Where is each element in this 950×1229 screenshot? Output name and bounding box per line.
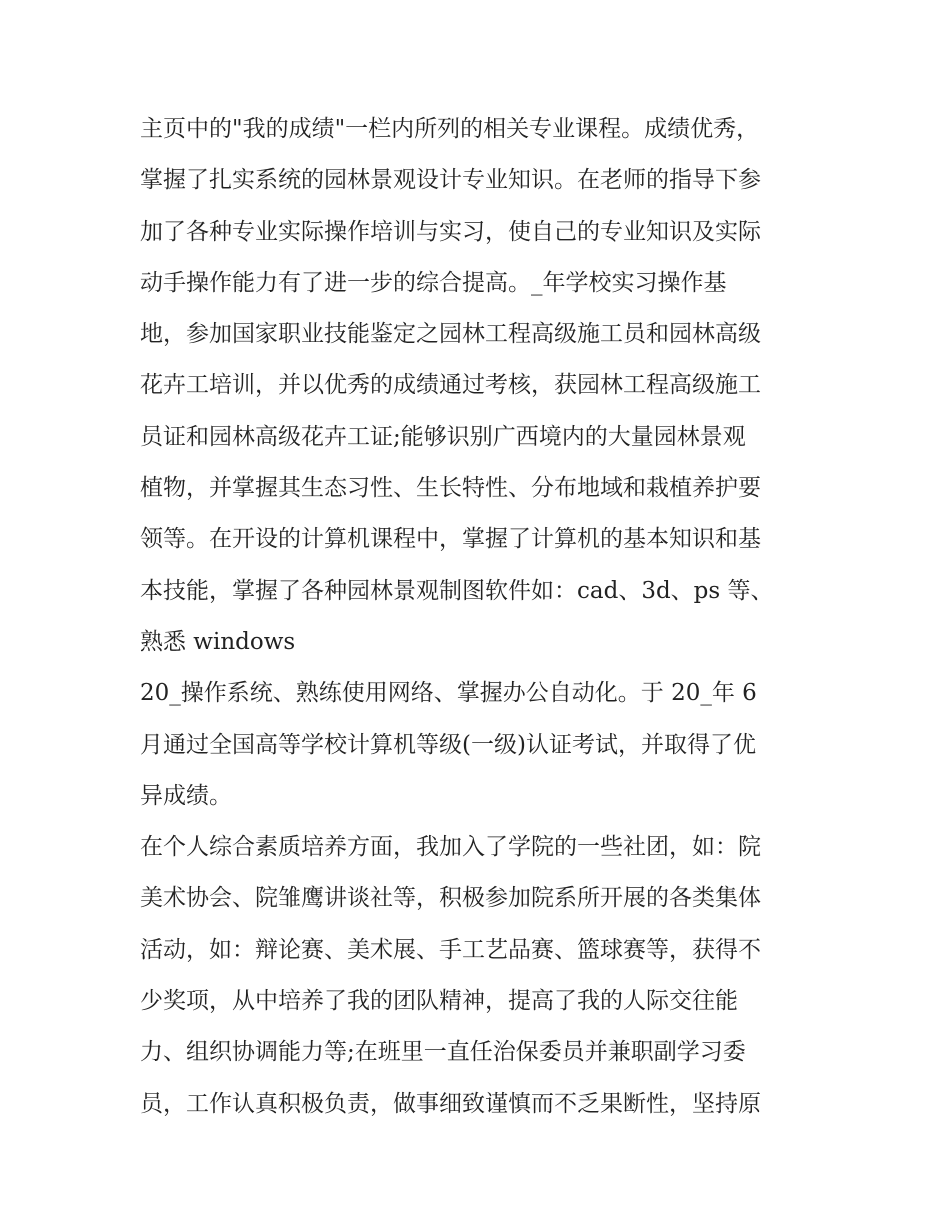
text-line: 少奖项，从中培养了我的团队精神，提高了我的人际交往能 xyxy=(140,988,738,1015)
text-line: 力、组织协调能力等;在班里一直任治保委员并兼职副学习委 xyxy=(140,1039,746,1066)
text-line: 月通过全国高等学校计算机等级(一级)认证考试，并取得了优 xyxy=(140,731,756,758)
text-line: 动手操作能力有了进一步的综合提高。_年学校实习操作基 xyxy=(140,269,727,296)
body-text xyxy=(140,104,840,1130)
text-line: 主页中的"我的成绩"一栏内所列的相关专业课程。成绩优秀， xyxy=(140,116,760,142)
text-line: 20_操作系统、熟练使用网络、掌握办公自动化。于 20_年 6 xyxy=(140,680,757,707)
text-line: 美术协会、院雏鹰讲谈社等，积极参加院系所开展的各类集体 xyxy=(140,885,761,912)
text-line: 地，参加国家职业技能鉴定之园林工程高级施工员和园林高级 xyxy=(140,321,761,348)
text-line: 熟悉 windows xyxy=(140,628,296,655)
text-line: 花卉工培训，并以优秀的成绩通过考核，获园林工程高级施工 xyxy=(140,372,761,399)
text-line: 活动，如：辩论赛、美术展、手工艺品赛、篮球赛等，获得不 xyxy=(140,936,761,963)
text-line: 员证和园林高级花卉工证;能够识别广西境内的大量园林景观 xyxy=(140,423,746,450)
text-line: 异成绩。 xyxy=(140,782,232,809)
text-line: 加了各种专业实际操作培训与实习，使自己的专业知识及实际 xyxy=(140,218,761,245)
text-line: 本技能，掌握了各种园林景观制图软件如：cad、3d、ps 等、 xyxy=(140,577,774,604)
text-line: 掌握了扎实系统的园林景观设计专业知识。在老师的指导下参 xyxy=(140,167,761,194)
text-line: 植物，并掌握其生态习性、生长特性、分布地域和栽植养护要 xyxy=(140,475,761,502)
text-line: 在个人综合素质培养方面，我加入了学院的一些社团，如：院 xyxy=(140,834,761,861)
text-line: 领等。在开设的计算机课程中，掌握了计算机的基本知识和基 xyxy=(140,526,761,553)
text-line: 员，工作认真积极负责，做事细致谨慎而不乏果断性，坚持原 xyxy=(140,1090,761,1117)
